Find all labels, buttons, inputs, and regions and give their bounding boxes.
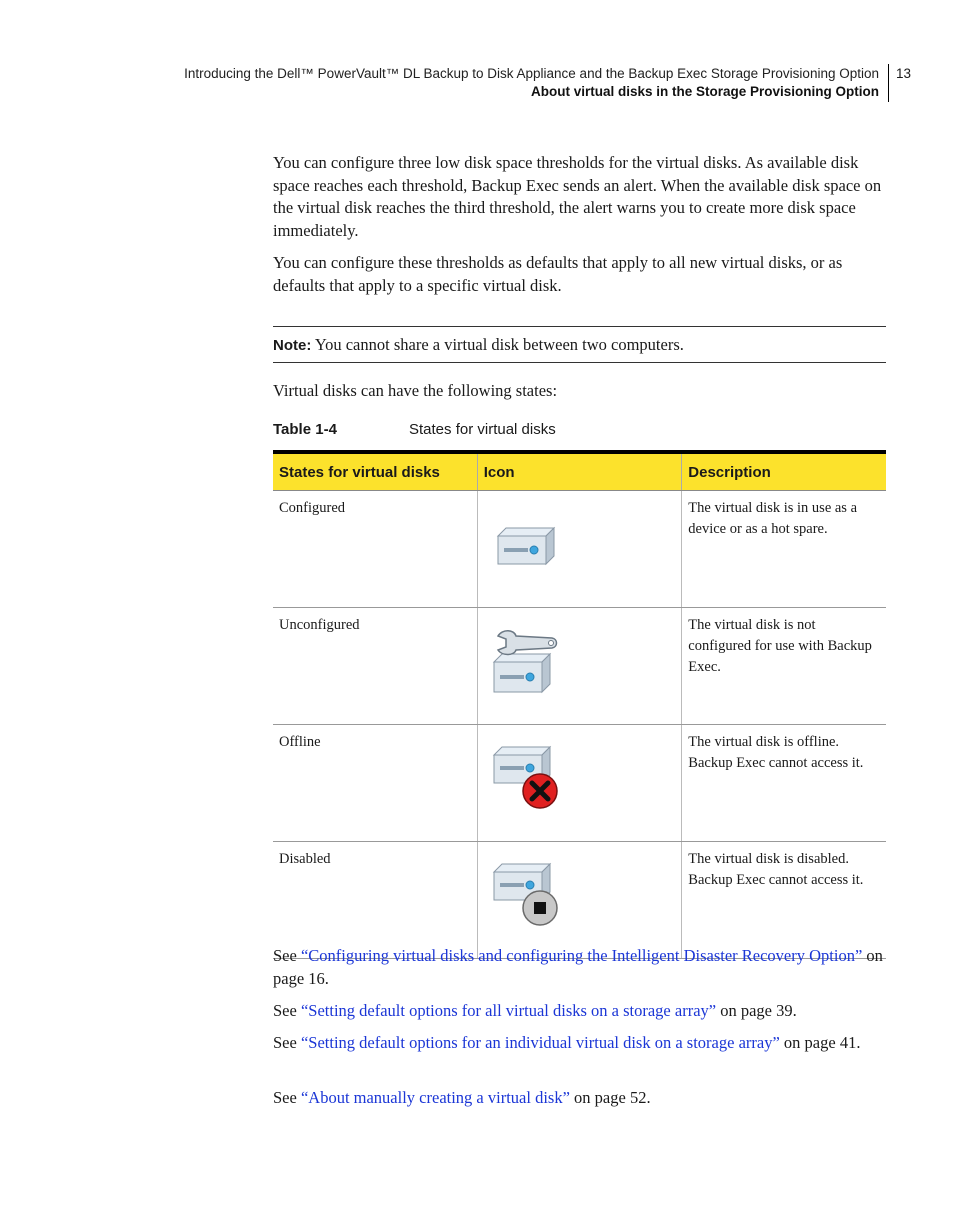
state-name: Disabled [273, 842, 477, 959]
reference-item [273, 945, 887, 990]
table-row [273, 842, 886, 959]
page-number: 13 [896, 66, 912, 81]
table-title: States for virtual disks [409, 421, 556, 438]
state-description: The virtual disk is not configured for use with Backup Exec. [682, 608, 886, 725]
header-icon: Icon [477, 452, 682, 491]
reference-link[interactable]: “About manually creating a virtual disk” [300, 1088, 570, 1107]
note-label: Note: [273, 337, 312, 354]
reference-link[interactable]: “Setting default options for an individual virtual disk on a storage array” [300, 1033, 780, 1052]
header-divider [888, 64, 889, 102]
note-box [273, 326, 886, 363]
table-row [273, 725, 886, 842]
state-name: Configured [273, 491, 477, 608]
table-row [273, 608, 886, 725]
reference-suffix: on page 39. [716, 1001, 797, 1020]
table-caption [273, 421, 556, 438]
header-states: States for virtual disks [273, 452, 477, 491]
paragraph-thresholds: You can configure three low disk space thresholds for the virtual disks. As available disk space reaches each threshold, Backup Exec sends an alert. When the available disk space on the virtual disk reaches the third threshold, the alert warns you to create more disk space immediately. [273, 153, 882, 240]
table-number: Table 1-4 [273, 421, 337, 438]
table-row [273, 491, 886, 608]
section-title: About virtual disks in the Storage Provisioning Option [530, 84, 879, 99]
reference-suffix: on page 41. [779, 1033, 861, 1052]
disk-disabled-icon [492, 862, 564, 928]
reference-link[interactable]: “Setting default options for all virtual disks on a storage array” [300, 1001, 717, 1020]
reference-prefix: See [273, 1088, 301, 1107]
state-description: The virtual disk is offline. Backup Exec cannot access it. [682, 725, 886, 842]
reference-prefix: See [273, 946, 301, 965]
disk-wrench-icon [492, 628, 564, 694]
state-description: The virtual disk is in use as a device or as a hot spare. [682, 491, 886, 608]
note [273, 334, 684, 357]
note-text: You cannot share a virtual disk between two computers. [311, 335, 684, 354]
reference-prefix: See [273, 1033, 301, 1052]
reference-item [273, 1032, 887, 1055]
state-name: Offline [273, 725, 477, 842]
reference-suffix: on page 16. [273, 946, 883, 988]
reference-suffix: on page 52. [569, 1088, 651, 1107]
reference-item [273, 1000, 887, 1023]
table-header-row [273, 452, 886, 491]
paragraph-defaults: You can configure these thresholds as defaults that apply to all new virtual disks, or as defaults that apply to a specific virtual disk. [273, 253, 843, 295]
reference-prefix: See [273, 1001, 301, 1020]
state-description: The virtual disk is disabled. Backup Exec cannot access it. [682, 842, 886, 959]
running-header [184, 64, 879, 100]
disk-offline-icon [492, 745, 564, 811]
reference-item [273, 1087, 887, 1110]
chapter-title: Introducing the Dell™ PowerVault™ DL Backup to Disk Appliance and the Backup Exec Storage Provisioning Option [184, 66, 879, 81]
state-name: Unconfigured [273, 608, 477, 725]
disk-icon [496, 524, 560, 570]
states-table [273, 450, 886, 959]
header-description: Description [682, 452, 886, 491]
paragraph-states-intro: Virtual disks can have the following states: [273, 381, 558, 400]
reference-link[interactable]: “Configuring virtual disks and configuring the Intelligent Disaster Recovery Option” [300, 946, 863, 965]
